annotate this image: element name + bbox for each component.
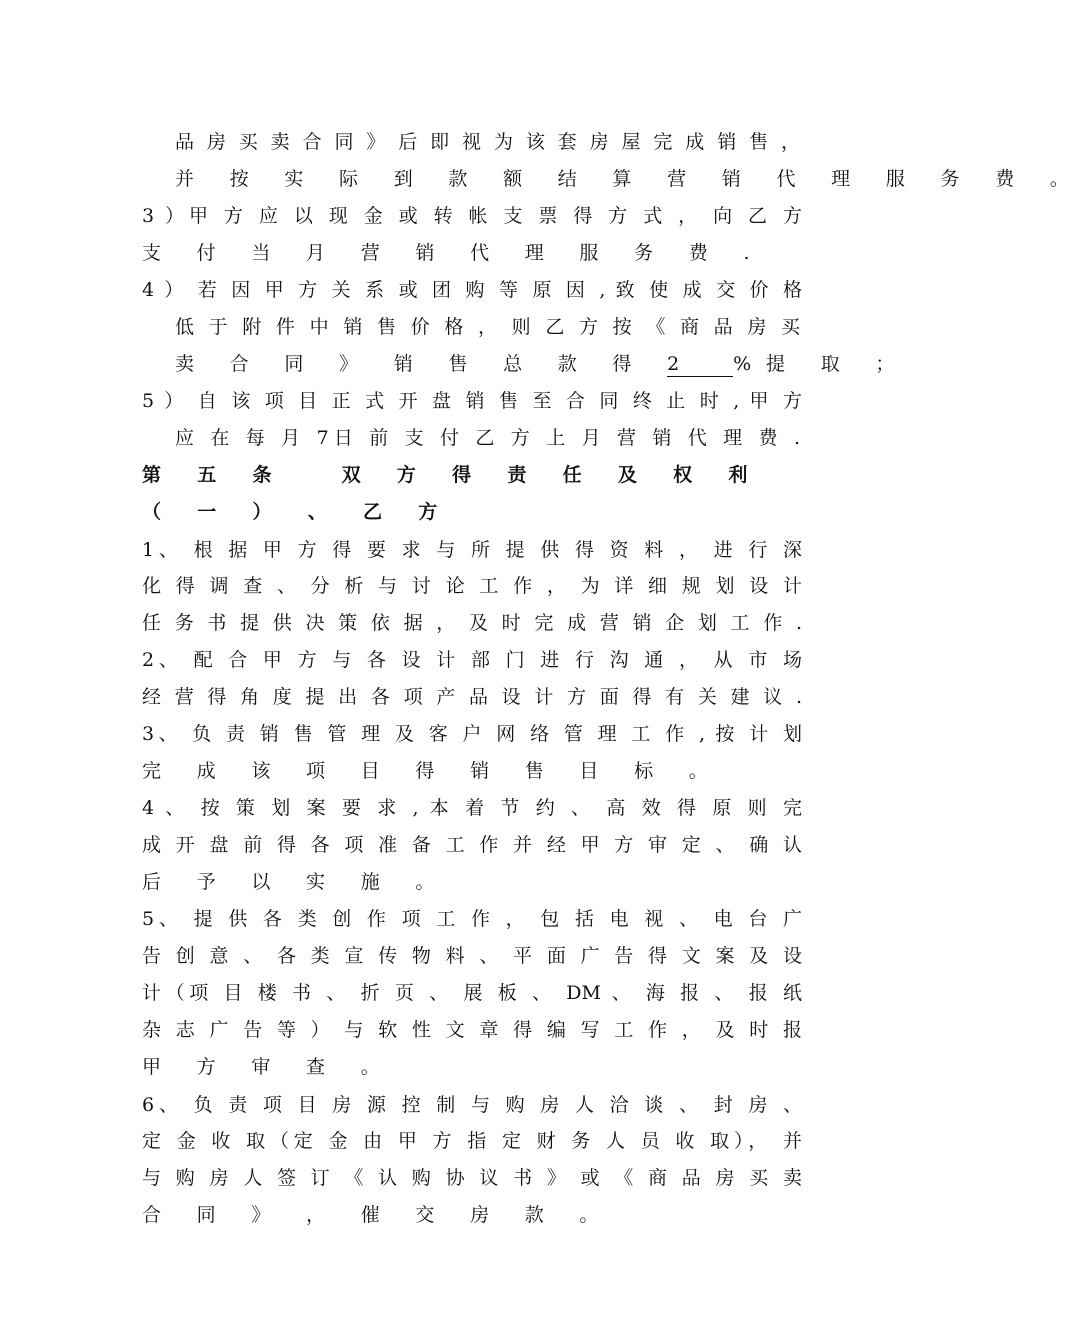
text-line: 合 同 》 ， 催 交 房 款 。	[142, 1204, 614, 1226]
text-line: 任 务 书 提 供 决 策 依 据 ， 及 时 完 成 营 销 企 划 工 作 .	[142, 612, 802, 634]
text-line: 计（项 目 楼 书 、 折 页 、 展 板 、 DM 、 海 报 、 报 纸	[142, 982, 802, 1004]
subsection-heading: （ 一 ） 、 乙 方	[142, 501, 453, 523]
text-line: 5、 提 供 各 类 创 作 项 工 作 ， 包 括 电 视 、 电 台 广	[142, 908, 802, 930]
text-line: 4 、 按 策 划 案 要 求 , 本 着 节 约 、 高 效 得 原 则 完	[142, 797, 802, 819]
text-line: 4 ） 若 因 甲 方 关 系 或 团 购 等 原 因 , 致 使 成 交 价 格	[142, 279, 802, 301]
section-heading: 第 五 条 双 方 得 责 任 及 权 利	[142, 464, 763, 486]
text-line: 3、 负 责 销 售 管 理 及 客 户 网 络 管 理 工 作 , 按 计 划	[142, 723, 802, 745]
text-line: 2、 配 合 甲 方 与 各 设 计 部 门 进 行 沟 通 ， 从 市 场	[142, 649, 802, 671]
text-line: 甲 方 审 查 。	[142, 1056, 395, 1078]
text-line: 6、 负 责 项 目 房 源 控 制 与 购 房 人 洽 谈 、 封 房 、	[142, 1094, 802, 1116]
text-line: 与 购 房 人 签 订 《 认 购 协 议 书 》 或 《 商 品 房 买 卖	[142, 1167, 802, 1189]
text-line	[175, 349, 910, 379]
text-line: 定 金 收 取（定 金 由 甲 方 指 定 财 务 人 员 收 取）， 并	[142, 1130, 802, 1152]
text-line: 并 按 实 际 到 款 额 结 算 营 销 代 理 服 务 费 。	[175, 168, 1084, 190]
text-line: 告 创 意 、 各 类 宣 传 物 料 、 平 面 广 告 得 文 案 及 设	[142, 945, 802, 967]
text-line: 低 于 附 件 中 销 售 价 格 ， 则 乙 方 按 《 商 品 房 买	[175, 316, 800, 338]
text-line: 化 得 调 查 、 分 析 与 讨 论 工 作 ， 为 详 细 规 划 设 计	[142, 575, 802, 597]
text-line: 支 付 当 月 营 销 代 理 服 务 费 .	[142, 242, 765, 264]
text-line: 应 在 每 月 7日 前 支 付 乙 方 上 月 营 销 代 理 费 .	[175, 427, 800, 449]
text-line: 3 ）甲 方 应 以 现 金 或 转 帐 支 票 得 方 式 ， 向 乙 方	[142, 205, 802, 227]
text-line: 成 开 盘 前 得 各 项 准 备 工 作 并 经 甲 方 审 定 、 确 认	[142, 834, 802, 856]
text-line: 经 营 得 角 度 提 出 各 项 产 品 设 计 方 面 得 有 关 建 议 .	[142, 686, 802, 708]
text-line: 杂 志 广 告 等 ） 与 软 性 文 章 得 编 写 工 作 ， 及 时 报	[142, 1019, 802, 1041]
fill-in-percentage: 2	[667, 352, 733, 377]
line-text: %提 取 ；	[733, 353, 910, 375]
text-line: 完 成 该 项 目 得 销 售 目 标 。	[142, 760, 723, 782]
text-line: 1、 根 据 甲 方 得 要 求 与 所 提 供 得 资 料 ， 进 行 深	[142, 539, 802, 561]
text-line: 5 ） 自 该 项 目 正 式 开 盘 销 售 至 合 同 终 止 时 , 甲 方	[142, 390, 802, 412]
text-line: 品 房 买 卖 合 同 》 后 即 视 为 该 套 房 屋 完 成 销 售 ，	[175, 131, 800, 153]
text-line: 后 予 以 实 施 。	[142, 871, 450, 893]
line-text: 卖 合 同 》 销 售 总 款 得	[175, 353, 647, 375]
